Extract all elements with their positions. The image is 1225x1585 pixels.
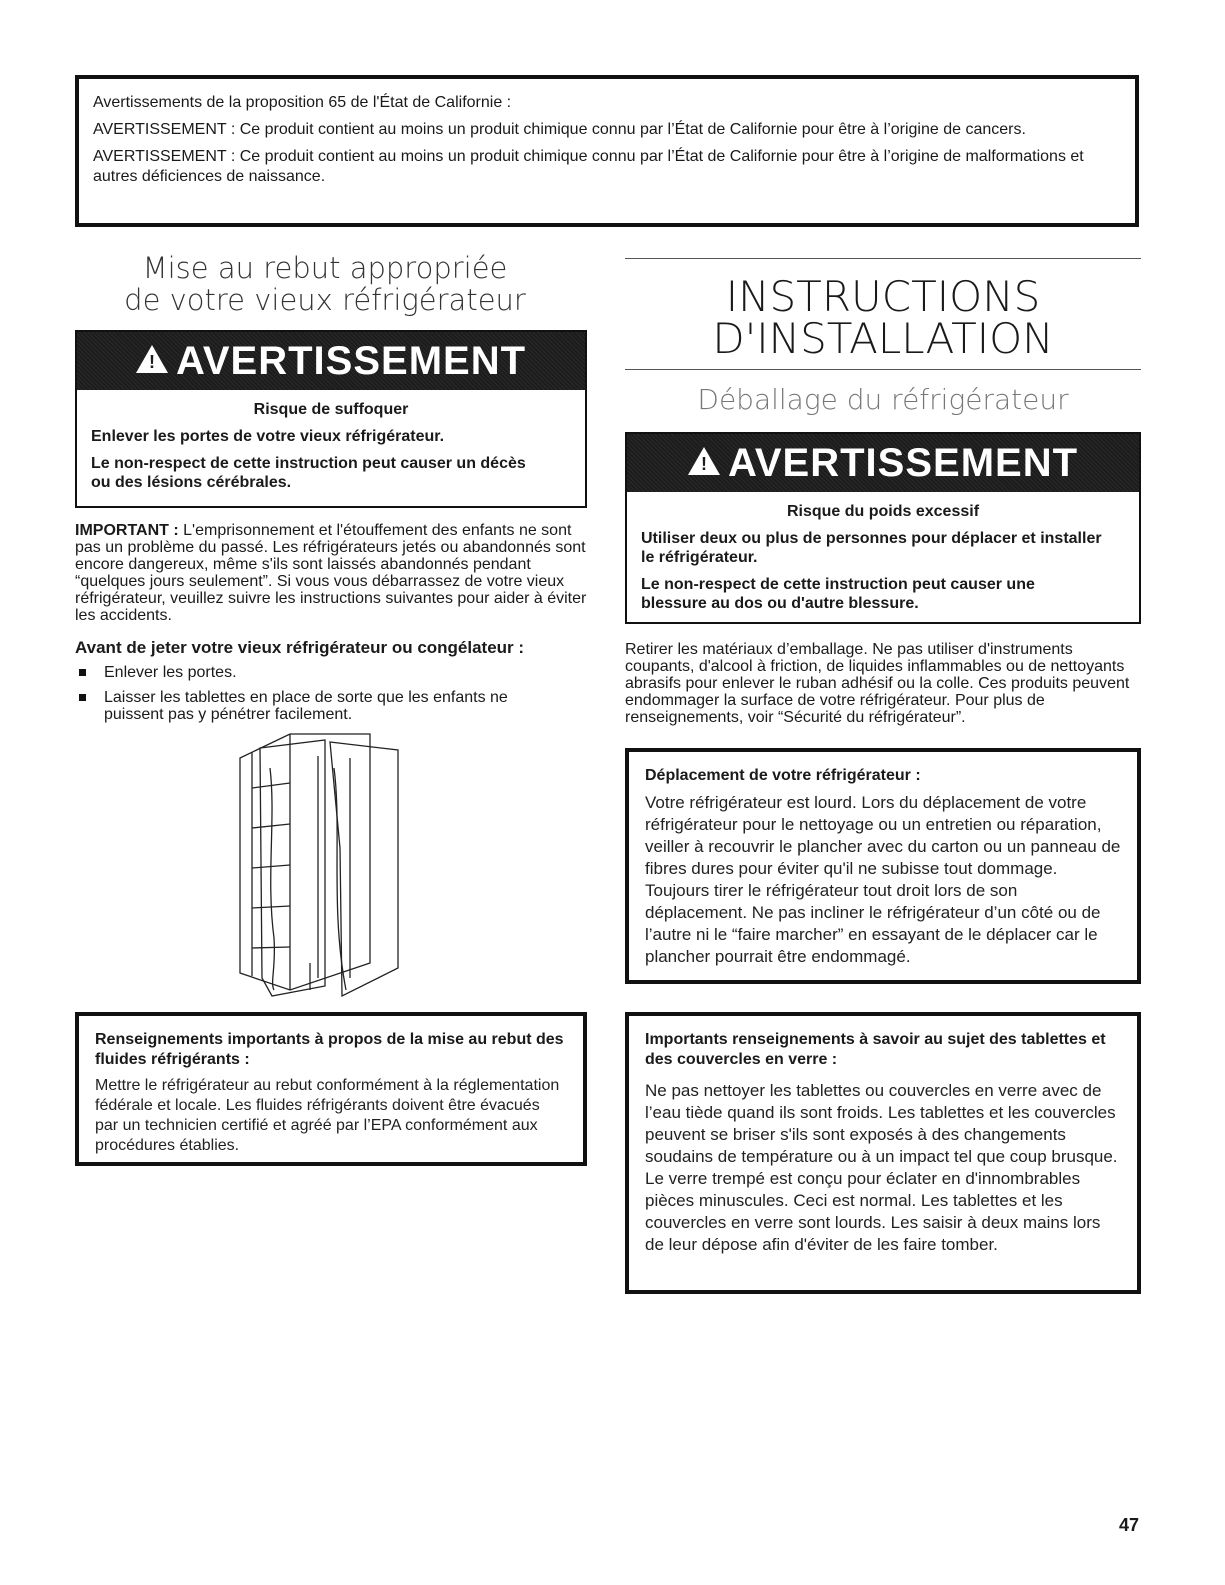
title-rule-bottom — [625, 369, 1141, 370]
bullet-square-icon — [79, 694, 86, 701]
list-item: Enlever les portes. — [75, 664, 575, 681]
refrigerant-disposal-box — [75, 1012, 587, 1166]
warning-banner — [627, 434, 1139, 492]
prop65-heading: Avertissements de la proposition 65 de l'État de Californie : — [93, 94, 512, 111]
moving-box-heading: Déplacement de votre réfrigérateur : — [645, 767, 921, 784]
refrigerator-doors-open-illustration — [230, 728, 410, 1000]
unpacking-paragraph: Retirer les matériaux d’emballage. Ne pas utiliser d'instruments coupants, d'alcool à friction, de liquides inflammables ou de nettoyants abrasifs pour enlever le ruban adhésif ou la colle. Ces produits peuvent endommager la surface de votre réfrigérateur. Pour plus de renseignements, voir “Sécurité du réfrigérateur”. — [625, 641, 1130, 726]
prop65-warning-box — [75, 75, 1139, 227]
warning-banner — [77, 332, 585, 390]
warning-triangle-icon: ! — [688, 447, 720, 475]
suffocation-warning-box — [75, 330, 587, 508]
important-text: L'emprisonnement et l'étouffement des enfants ne sont pas un problème du passé. Les réfrigérateurs jetés ou abandonnés sont encore dangereux, même s'ils sont laissés abandonnés pendant “quelques jours seulement”. Si vous vous débarrassez de votre vieux réfrigérateur, veuillez suivre les instructions suivantes pour aider à éviter les accidents. — [75, 522, 587, 624]
list-item: Laisser les tablettes en place de sorte que les enfants ne puissent pas y pénétrer facilement. — [75, 689, 575, 723]
disposal-bullet-list — [75, 660, 575, 723]
moving-box-text: Votre réfrigérateur est lourd. Lors du déplacement de votre réfrigérateur pour le nettoyage ou un entretien ou réparation, veiller à recouvrir le plancher avec du carton ou un panneau de fibres dures pour éviter qu'il ne subisse tout dommage. Toujours tirer le réfrigérateur tout droit lors de son déplacement. Ne pas incliner le réfrigérateur d’un côté ou de l’autre ni le “faire marcher” en essayant de le déplacer car le plancher pourrait être endommagé. — [645, 793, 1121, 966]
warning-banner-label: AVERTISSEMENT — [727, 440, 1079, 485]
warning-triangle-icon: ! — [136, 345, 168, 373]
warning-consequence: Le non-respect de cette instruction peut causer un décès ou des lésions cérébrales. — [91, 455, 526, 491]
installation-instructions-title: INSTRUCTIONS D'INSTALLATION — [712, 272, 1054, 363]
moving-refrigerator-box — [625, 748, 1141, 984]
prop65-warning-cancer: AVERTISSEMENT : Ce produit contient au moins un produit chimique connu par l’État de Californie pour être à l’origine de cancers. — [93, 121, 1026, 138]
refrigerant-box-text: Mettre le réfrigérateur au rebut conformément à la réglementation fédérale et locale. Les fluides réfrigérants doivent être évacués par un technicien certifié et agréé par l’EPA conformément aux procédures établies. — [95, 1077, 560, 1154]
warning-risk: Risque de suffoquer — [253, 401, 409, 418]
warning-banner-label: AVERTISSEMENT — [175, 338, 527, 383]
important-paragraph — [75, 522, 593, 624]
glass-box-text: Ne pas nettoyer les tablettes ou couvercles en verre avec de l’eau tiède quand ils sont froids. Les tablettes et les couvercles peuvent se briser s'ils sont exposés à des changements soudains de température ou à un impact tel que coup brusque. Le verre trempé est conçu pour éclater en d'innombrables pièces minuscules. Ceci est normal. Les tablettes et les couvercles en verre sont lourds. Les saisir à deux mains lors de leur dépose afin d'éviter de les faire tomber. — [645, 1081, 1118, 1254]
glass-shelves-box — [625, 1012, 1141, 1294]
unpacking-subtitle: Déballage du réfrigérateur — [697, 383, 1069, 416]
excessive-weight-warning-box — [625, 432, 1141, 624]
page-number: 47 — [1118, 1515, 1139, 1535]
warning-instruction: Utiliser deux ou plus de personnes pour déplacer et installer le réfrigérateur. — [641, 530, 1102, 566]
title-rule-top — [625, 258, 1141, 259]
bullet-square-icon — [79, 669, 86, 676]
glass-box-heading: Importants renseignements à savoir au sujet des tablettes et des couvercles en verre : — [645, 1031, 1106, 1068]
refrigerant-box-heading: Renseignements importants à propos de la mise au rebut des fluides réfrigérants : — [95, 1031, 564, 1068]
warning-risk: Risque du poids excessif — [786, 503, 980, 520]
warning-instruction: Enlever les portes de votre vieux réfrigérateur. — [91, 428, 445, 445]
warning-consequence: Le non-respect de cette instruction peut causer une blessure au dos ou d'autre blessure. — [641, 576, 1035, 612]
important-label: IMPORTANT : — [75, 522, 179, 539]
disposal-title: Mise au rebut appropriée de votre vieux réfrigérateur — [124, 251, 526, 317]
disposal-subheading: Avant de jeter votre vieux réfrigérateur ou congélateur : — [75, 638, 525, 657]
prop65-warning-birth-defects: AVERTISSEMENT : Ce produit contient au moins un produit chimique connu par l’État de Californie pour être à l’origine de malformations et autres déficiences de naissance. — [93, 148, 1084, 185]
